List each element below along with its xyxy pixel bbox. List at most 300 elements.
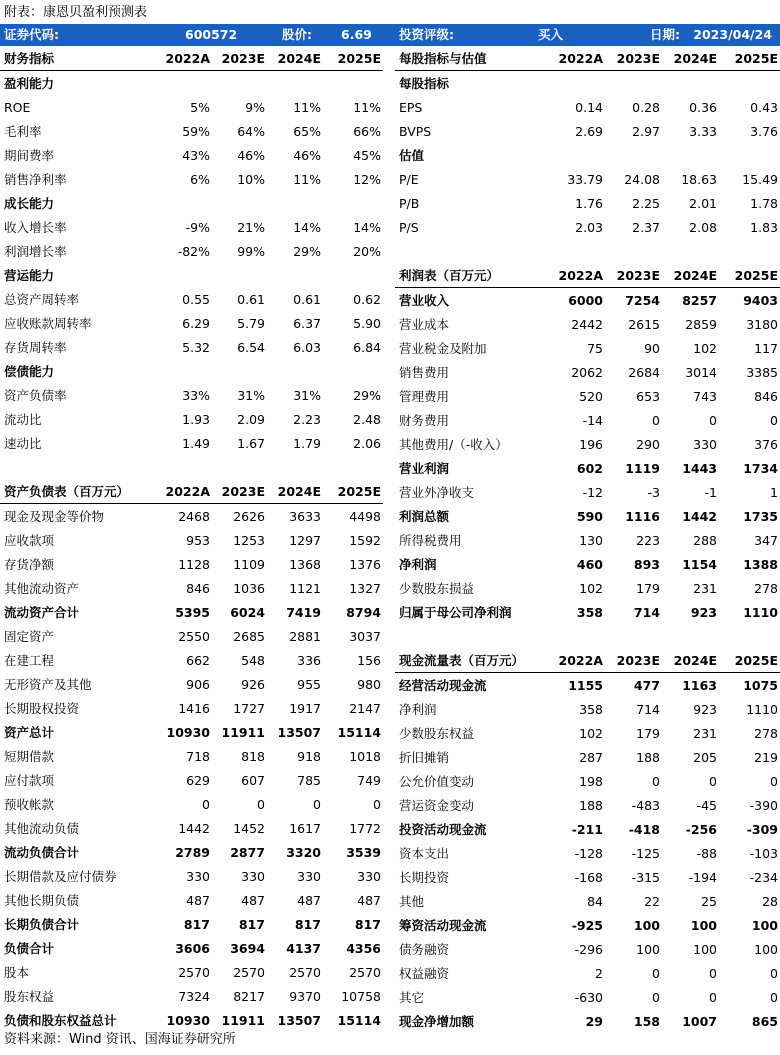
row-label: 营业外净收支 [399, 485, 475, 500]
value-cell: 3180 [746, 316, 778, 332]
value-cell: 6.54 [237, 339, 265, 355]
table-header-row [395, 263, 780, 288]
section-heading-row [0, 71, 383, 96]
value-cell: 0 [652, 412, 660, 428]
value-cell: 75 [587, 340, 603, 356]
table-row [0, 792, 383, 816]
value-cell: 29% [353, 387, 381, 403]
value-cell: 714 [636, 701, 660, 717]
table-row [0, 816, 383, 840]
spacer-cell [395, 624, 780, 648]
total-row [0, 600, 383, 624]
row-label: 现金净增加额 [399, 1014, 475, 1029]
row-label: P/S [399, 219, 419, 235]
value-cell: 2025E [323, 46, 383, 71]
value-cell: 100 [693, 941, 717, 957]
row-label: 应付款项 [4, 773, 55, 788]
value-cell: -82% [177, 243, 210, 259]
row-label: 营业成本 [399, 317, 450, 332]
value-cell: 0 [313, 796, 321, 812]
value-cell: 3.76 [750, 123, 778, 139]
value-cell: 2023E [212, 46, 267, 71]
value-cell: 1 [770, 484, 778, 500]
table-row [395, 937, 780, 961]
value-cell: 198 [579, 773, 603, 789]
value-cell: 7324 [178, 988, 210, 1004]
value-cell: 817 [238, 916, 265, 932]
value-cell: 846 [754, 388, 778, 404]
value-cell: 117 [754, 340, 778, 356]
value-cell: 330 [186, 868, 210, 884]
value-cell: 15114 [337, 1012, 381, 1028]
value-cell: 1154 [682, 556, 717, 572]
total-row [395, 913, 780, 937]
value-cell: 2570 [233, 964, 265, 980]
value-cell: 0 [257, 796, 265, 812]
value-cell: 9403 [743, 292, 778, 308]
value-cell: 714 [633, 604, 660, 620]
value-cell: 1388 [743, 556, 778, 572]
value-cell: 100 [751, 917, 778, 933]
row-label: 营运资金变动 [399, 798, 475, 813]
value-cell: 1253 [233, 532, 265, 548]
value-cell: 1327 [349, 580, 381, 596]
row-label: 流动负债合计 [4, 845, 80, 860]
value-cell: 59% [182, 123, 210, 139]
value-cell: 21% [237, 219, 265, 235]
value-cell: 9% [245, 99, 265, 115]
value-cell: -1 [704, 484, 717, 500]
value-cell: 1.83 [750, 219, 778, 235]
value-cell: 817 [354, 916, 381, 932]
value-cell: 2.25 [632, 195, 660, 211]
section-heading-row [395, 143, 780, 167]
value-cell: 629 [186, 772, 210, 788]
value-cell: 923 [690, 604, 717, 620]
date-label: 日期: [650, 27, 680, 42]
value-cell: 6000 [568, 292, 603, 308]
value-cell: 5395 [175, 604, 210, 620]
value-cell: 100 [633, 917, 660, 933]
row-label: 筹资活动现金流 [399, 918, 487, 933]
row-label: 营业收入 [399, 293, 450, 308]
row-label: 营运能力 [4, 268, 55, 283]
table-row [0, 528, 383, 552]
price-value: 6.69 [341, 27, 372, 42]
row-label: 其他流动负债 [4, 821, 80, 836]
spacer-row [395, 624, 780, 648]
row-label: 资产负债表（百万元） [0, 479, 160, 504]
value-cell: 231 [693, 580, 717, 596]
value-cell: 1.76 [575, 195, 603, 211]
value-cell: 46% [293, 147, 321, 163]
value-cell: 718 [186, 748, 210, 764]
value-cell: 923 [693, 701, 717, 717]
row-label: 应收账款周转率 [4, 316, 92, 331]
value-cell: 1119 [625, 460, 660, 476]
value-cell: 102 [693, 340, 717, 356]
value-cell: 100 [636, 941, 660, 957]
value-cell: 918 [297, 748, 321, 764]
value-cell: 156 [357, 652, 381, 668]
value-cell: 11911 [221, 1012, 265, 1028]
row-label: 长期投资 [399, 870, 450, 885]
value-cell: 1.49 [182, 435, 210, 451]
table-row [395, 576, 780, 600]
value-cell: 288 [693, 532, 717, 548]
value-cell: 336 [297, 652, 321, 668]
total-row [395, 552, 780, 576]
table-row [0, 576, 383, 600]
value-cell: 2442 [571, 316, 603, 332]
table-row [0, 768, 383, 792]
table-row [395, 215, 780, 239]
value-cell: 1727 [233, 700, 265, 716]
value-cell: 2468 [178, 508, 210, 524]
value-cell: 2023E [605, 46, 662, 71]
value-cell: 102 [579, 580, 603, 596]
value-cell: 376 [754, 436, 778, 452]
value-cell: 487 [241, 892, 265, 908]
value-cell: 0 [652, 989, 660, 1005]
value-cell: 1442 [178, 820, 210, 836]
value-cell: 330 [297, 868, 321, 884]
value-cell: 46% [237, 147, 265, 163]
value-cell: 278 [754, 725, 778, 741]
value-cell: 90 [644, 340, 660, 356]
row-label: P/B [399, 195, 420, 211]
row-label: 少数股东损益 [399, 581, 475, 596]
value-cell: 2789 [175, 844, 210, 860]
value-cell: 2550 [178, 628, 210, 644]
row-label: 现金流量表（百万元） [395, 648, 545, 673]
value-cell: -168 [574, 869, 603, 885]
value-cell: 1416 [178, 700, 210, 716]
value-cell: -256 [685, 821, 717, 837]
value-cell: 7419 [286, 604, 321, 620]
value-cell: -390 [749, 797, 778, 813]
value-cell: 25 [701, 893, 717, 909]
row-label: 估值 [399, 148, 425, 163]
value-cell: 1917 [289, 700, 321, 716]
value-cell: 45% [353, 147, 381, 163]
row-label: 股本 [4, 965, 30, 980]
row-label: 所得税费用 [399, 533, 462, 548]
value-cell: 231 [693, 725, 717, 741]
table-row [395, 769, 780, 793]
value-cell: 1734 [743, 460, 778, 476]
value-cell: 358 [579, 701, 603, 717]
row-label: 现金及现金等价物 [4, 509, 105, 524]
spacer-cell [0, 455, 383, 479]
row-label: 营业利润 [399, 461, 450, 476]
row-label: 流动资产合计 [4, 605, 80, 620]
table-row [395, 865, 780, 889]
value-cell: 2024E [267, 479, 323, 504]
value-cell: 817 [183, 916, 210, 932]
value-cell: 2062 [571, 364, 603, 380]
table-header-row [395, 648, 780, 673]
value-cell: 1155 [568, 677, 603, 693]
value-cell: 6.29 [182, 315, 210, 331]
value-cell: 10930 [166, 724, 210, 740]
section-heading-row [395, 71, 780, 96]
value-cell: 1376 [349, 556, 381, 572]
table-row [0, 335, 383, 359]
row-label: 每股指标 [399, 76, 450, 91]
value-cell: 5.79 [237, 315, 265, 331]
value-cell: -630 [574, 989, 603, 1005]
row-label: 其他 [399, 894, 425, 909]
row-label: 毛利率 [4, 124, 42, 139]
value-cell: -88 [696, 845, 717, 861]
value-cell: 358 [576, 604, 603, 620]
row-label: 折旧摊销 [399, 750, 450, 765]
row-label: 财务费用 [399, 413, 450, 428]
value-cell: 2.48 [353, 411, 381, 427]
table-row [0, 119, 383, 143]
value-cell: 1110 [746, 701, 778, 717]
value-cell: 100 [754, 941, 778, 957]
table-row [395, 985, 780, 1009]
value-cell: 8794 [346, 604, 381, 620]
value-cell: -418 [628, 821, 660, 837]
row-label: 短期借款 [4, 749, 55, 764]
value-cell: 0 [770, 412, 778, 428]
table-row [395, 432, 780, 456]
value-cell: 10% [237, 171, 265, 187]
value-cell: 1121 [289, 580, 321, 596]
value-cell: 290 [636, 436, 660, 452]
value-cell: 12% [353, 171, 381, 187]
row-label: 利润表（百万元） [395, 263, 545, 288]
total-row [0, 840, 383, 864]
security-info-bar [0, 24, 780, 46]
value-cell: 1.78 [750, 195, 778, 211]
value-cell: 785 [297, 772, 321, 788]
value-cell: -45 [696, 797, 717, 813]
value-cell: 953 [186, 532, 210, 548]
value-cell: 11% [293, 171, 321, 187]
value-cell: 6.03 [293, 339, 321, 355]
value-cell: 653 [636, 388, 660, 404]
row-label: 股东权益 [4, 989, 55, 1004]
value-cell: 29 [585, 1013, 603, 1029]
value-cell: -103 [749, 845, 778, 861]
value-cell: 24.08 [624, 171, 660, 187]
row-label: 净利润 [399, 702, 437, 717]
value-cell: 817 [294, 916, 321, 932]
value-cell: 5.90 [353, 315, 381, 331]
value-cell: 865 [751, 1013, 778, 1029]
value-cell: 99% [237, 243, 265, 259]
value-cell: 22 [644, 893, 660, 909]
value-cell: 749 [357, 772, 381, 788]
price-label: 股价: [282, 27, 312, 42]
value-cell: 4137 [286, 940, 321, 956]
value-cell: 2.01 [689, 195, 717, 211]
value-cell: -194 [688, 869, 717, 885]
row-label: EPS [399, 99, 423, 115]
value-cell: 330 [693, 436, 717, 452]
value-cell: 2626 [233, 508, 265, 524]
value-cell: 43% [182, 147, 210, 163]
table-row [0, 744, 383, 768]
value-cell: 2025E [719, 46, 780, 71]
rating-label: 投资评级: [399, 27, 454, 42]
value-cell: 2685 [233, 628, 265, 644]
code-value: 600572 [185, 27, 238, 42]
value-cell: 5% [190, 99, 210, 115]
table-row [0, 552, 383, 576]
table-row [0, 143, 383, 167]
value-cell: 2022A [545, 648, 605, 673]
value-cell: 0.14 [575, 99, 603, 115]
value-cell: 14% [353, 219, 381, 235]
value-cell: 13507 [277, 724, 321, 740]
value-cell: 2570 [349, 964, 381, 980]
value-cell: 487 [357, 892, 381, 908]
total-row [395, 600, 780, 624]
value-cell: 188 [636, 749, 660, 765]
table-row [395, 961, 780, 985]
value-cell: 548 [241, 652, 265, 668]
value-cell: 3385 [746, 364, 778, 380]
table-row [0, 864, 383, 888]
row-label: ROE [4, 99, 31, 115]
table-row [0, 407, 383, 431]
value-cell: 2024E [662, 648, 719, 673]
value-cell: 1036 [233, 580, 265, 596]
value-cell: -3 [647, 484, 660, 500]
row-label: 投资活动现金流 [399, 822, 487, 837]
value-cell: 1007 [682, 1013, 717, 1029]
value-cell: -12 [582, 484, 603, 500]
row-label: 财务指标 [0, 46, 160, 71]
value-cell: 0.43 [750, 99, 778, 115]
value-cell: 330 [357, 868, 381, 884]
value-cell: 2859 [685, 316, 717, 332]
value-cell: 10758 [341, 988, 381, 1004]
row-label: 归属于母公司净利润 [399, 605, 512, 620]
value-cell: -128 [574, 845, 603, 861]
value-cell: 926 [241, 676, 265, 692]
value-cell: 5.32 [182, 339, 210, 355]
value-cell: 1368 [289, 556, 321, 572]
row-label: 长期负债合计 [4, 917, 80, 932]
value-cell: 1110 [743, 604, 778, 620]
value-cell: 31% [293, 387, 321, 403]
value-cell: 8257 [682, 292, 717, 308]
row-label: P/E [399, 171, 419, 187]
value-cell: 179 [636, 580, 660, 596]
table-row [395, 841, 780, 865]
total-row [395, 504, 780, 528]
value-cell: 2684 [628, 364, 660, 380]
row-label: 净利润 [399, 557, 437, 572]
value-cell: 0 [652, 965, 660, 981]
value-cell: 179 [636, 725, 660, 741]
row-label: 公允价值变动 [399, 774, 475, 789]
value-cell: 3694 [230, 940, 265, 956]
value-cell: 487 [297, 892, 321, 908]
value-cell: 602 [576, 460, 603, 476]
row-label: 营业税金及附加 [399, 341, 487, 356]
row-label: 收入增长率 [4, 220, 67, 235]
table-row [0, 167, 383, 191]
value-cell: 2022A [545, 46, 605, 71]
table-row [0, 984, 383, 1008]
value-cell: 1452 [233, 820, 265, 836]
spacer-cell [395, 239, 780, 263]
value-cell: 2.97 [632, 123, 660, 139]
table-row [0, 960, 383, 984]
value-cell: 2615 [628, 316, 660, 332]
row-label: 盈利能力 [4, 76, 55, 91]
row-label: 销售费用 [399, 365, 450, 380]
value-cell: 13507 [277, 1012, 321, 1028]
value-cell: 1772 [349, 820, 381, 836]
table-row [0, 624, 383, 648]
row-label: 其他流动资产 [4, 581, 80, 596]
value-cell: 1018 [349, 748, 381, 764]
table-row [395, 336, 780, 360]
row-label: 总资产周转率 [4, 292, 80, 307]
value-cell: -315 [631, 869, 660, 885]
source-note: 资料来源：Wind 资讯、国海证券研究所 [4, 1032, 236, 1047]
value-cell: 2022A [160, 479, 212, 504]
table-row [395, 408, 780, 432]
table-row [0, 95, 383, 119]
table-header-row [0, 479, 383, 504]
value-cell: 287 [579, 749, 603, 765]
row-label: 资产负债率 [4, 388, 67, 403]
table-row [0, 504, 383, 529]
value-cell: 31% [237, 387, 265, 403]
row-label: 少数股东权益 [399, 726, 475, 741]
value-cell: 0 [770, 773, 778, 789]
value-cell: 3633 [289, 508, 321, 524]
value-cell: 0 [770, 989, 778, 1005]
row-label: 无形资产及其他 [4, 677, 92, 692]
value-cell: 223 [636, 532, 660, 548]
value-cell: 4356 [346, 940, 381, 956]
value-cell: 1592 [349, 532, 381, 548]
value-cell: 2.37 [632, 219, 660, 235]
total-row [395, 1009, 780, 1033]
value-cell: 7254 [625, 292, 660, 308]
value-cell: 0 [652, 773, 660, 789]
value-cell: 1.79 [293, 435, 321, 451]
row-label: 负债合计 [4, 941, 55, 956]
total-row [0, 936, 383, 960]
value-cell: 15114 [337, 724, 381, 740]
row-label: 其他费用/（-收入） [399, 437, 508, 452]
row-label: 期间费率 [4, 148, 55, 163]
value-cell: -9% [185, 219, 210, 235]
value-cell: -925 [571, 917, 603, 933]
row-label: 长期借款及应付债券 [4, 869, 117, 884]
table-row [395, 191, 780, 215]
value-cell: 33% [182, 387, 210, 403]
row-label: 存货净额 [4, 557, 55, 572]
section-heading-row [0, 359, 383, 383]
value-cell: 6024 [230, 604, 265, 620]
value-cell: 0 [202, 796, 210, 812]
value-cell: 64% [237, 123, 265, 139]
value-cell: 1735 [743, 508, 778, 524]
value-cell: 20% [353, 243, 381, 259]
